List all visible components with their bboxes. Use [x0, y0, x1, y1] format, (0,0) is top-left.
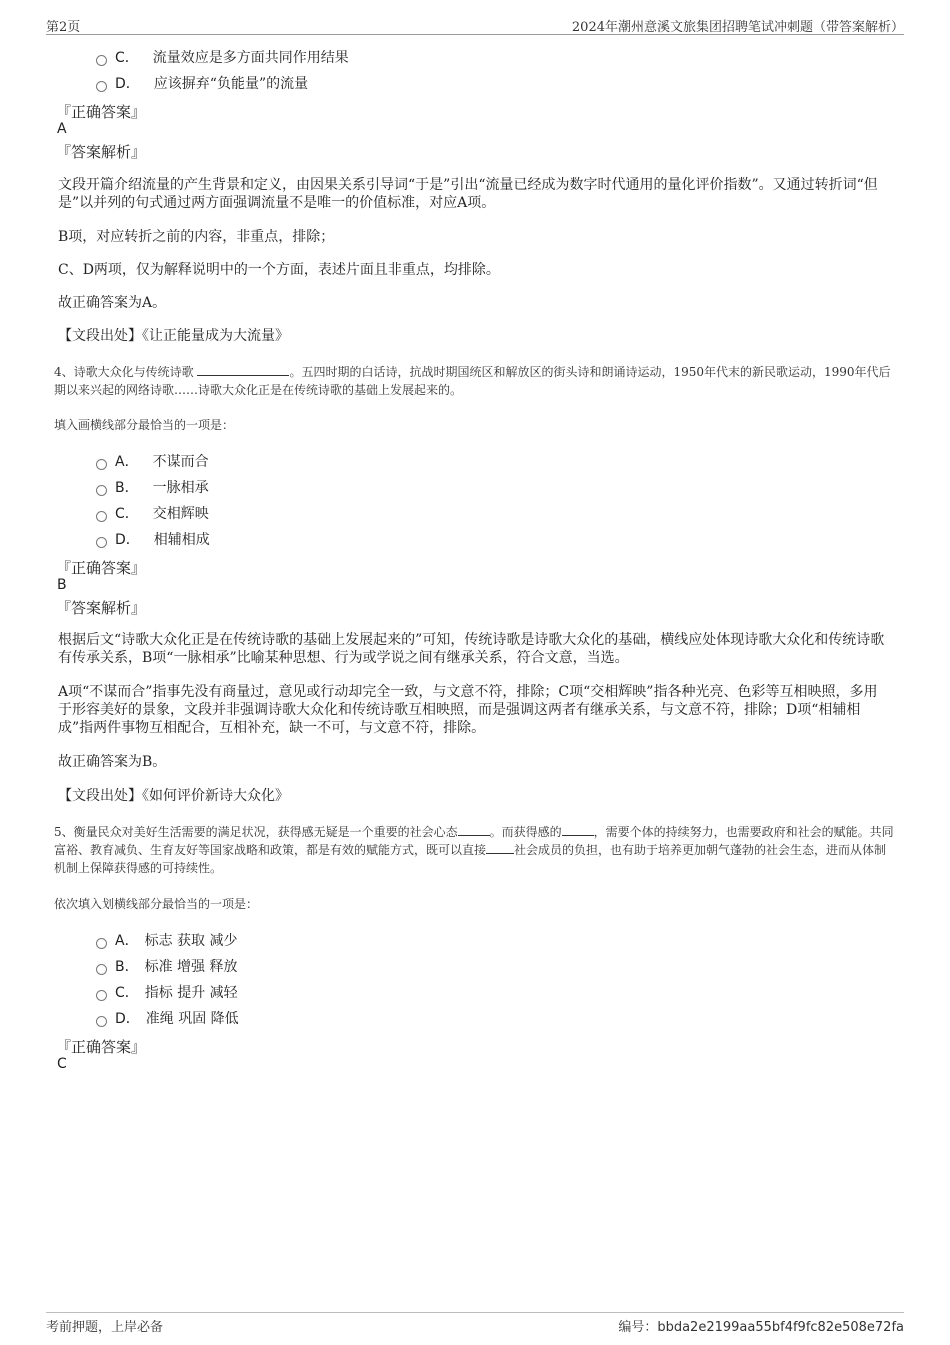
option-b[interactable]: B． 一脉相承 [96, 477, 209, 497]
option-b[interactable]: B． 标准 增强 释放 [96, 956, 238, 976]
analysis-paragraph: B项，对应转折之前的内容，非重点，排除； [58, 229, 335, 245]
fill-blank [562, 823, 594, 836]
radio-icon[interactable] [96, 459, 107, 470]
radio-icon[interactable] [96, 1016, 107, 1027]
option-d[interactable]: D． 准绳 巩固 降低 [96, 1008, 239, 1028]
analysis-paragraph: 文段开篇介绍流量的产生背景和定义，由因果关系引导词“于是”引出“流量已经成为数字时代通用的量化评价指数”。又通过转折词“但是”以并列的句式通过两方面强调流量不是唯一的价值标准，对应A项。 [58, 177, 878, 211]
radio-icon[interactable] [96, 990, 107, 1001]
answer-value: A [57, 121, 67, 137]
fill-blank [197, 363, 289, 376]
option-c[interactable]: C． 指标 提升 减轻 [96, 982, 238, 1002]
option-a[interactable]: A． 标志 获取 减少 [96, 930, 237, 950]
answer-value: B [57, 577, 67, 593]
page-number: 第2页 [46, 20, 81, 35]
answer-label: 『正确答案』 [56, 103, 147, 121]
radio-icon[interactable] [96, 964, 107, 975]
radio-icon[interactable] [96, 537, 107, 548]
option-d[interactable]: D． 相辅相成 [96, 529, 210, 549]
analysis-label: 『答案解析』 [56, 143, 147, 161]
document-title: 2024年潮州意溪文旅集团招聘笔试冲刺题（带答案解析） [571, 20, 904, 35]
analysis-paragraph: A项“不谋而合”指事先没有商量过，意见或行动却完全一致，与文意不符，排除；C项“交相辉映”指各种光亮、色彩等互相映照，多用于形容美好的景象，文段并非强调诗歌大众化和传统诗歌互相映照，而是强调这两者有继承关系，与文意不符，排除；D项“相辅相成”指两件事物互相配合，互相补充，缺一不可，与文意不符，排除。 [58, 684, 878, 736]
document-id: 编号：bbda2e2199aa55bf4f9fc82e508e72fa [618, 1320, 904, 1335]
radio-icon[interactable] [96, 81, 107, 92]
option-d[interactable]: D． 应该摒弃“负能量”的流量 [96, 73, 308, 93]
source-citation: 【文段出处】《让正能量成为大流量》 [58, 328, 289, 344]
analysis-label: 『答案解析』 [56, 599, 147, 617]
question-4-prompt: 填入画横线部分最恰当的一项是： [54, 418, 235, 432]
option-a[interactable]: A． 不谋而合 [96, 451, 209, 471]
radio-icon[interactable] [96, 55, 107, 66]
analysis-paragraph: C、D两项，仅为解释说明中的一个方面，表述片面且非重点，均排除。 [58, 262, 500, 278]
answer-label: 『正确答案』 [56, 559, 147, 577]
question-5-stem: 5、衡量民众对美好生活需要的满足状况，获得感无疑是一个重要的社会心态 。而获得感的 ，需要个体的持续努力，也需要政府和社会的赋能。共同富裕、教育减负、生育友好等国家战略和政策，都是有效的赋能方式，既可以直接 社会成员的负担，也有助于培养更加朝气蓬勃的社会生态，进而从体制机制上保障获得感的可持续性。 [54, 825, 894, 875]
page-footer [46, 1312, 904, 1335]
radio-icon[interactable] [96, 485, 107, 496]
answer-value: C [57, 1056, 67, 1072]
source-citation: 【文段出处】《如何评价新诗大众化》 [58, 788, 289, 804]
analysis-paragraph: 根据后文“诗歌大众化正是在传统诗歌的基础上发展起来的”可知，传统诗歌是诗歌大众化的基础，横线应处体现诗歌大众化和传统诗歌有传承关系，B项“一脉相承”比喻某种思想、行为或学说之间有继承关系，符合文意，当选。 [58, 632, 885, 666]
radio-icon[interactable] [96, 511, 107, 522]
option-c[interactable]: C． 交相辉映 [96, 503, 209, 523]
analysis-paragraph: 故正确答案为B。 [58, 754, 167, 770]
analysis-paragraph: 故正确答案为A。 [58, 295, 167, 311]
fill-blank [486, 841, 514, 854]
option-c[interactable]: C． 流量效应是多方面共同作用结果 [96, 47, 349, 67]
page-header [46, 14, 904, 35]
question-5-prompt: 依次填入划横线部分最恰当的一项是： [54, 897, 259, 911]
question-4-stem: 4、诗歌大众化与传统诗歌 。五四时期的白话诗，抗战时期国统区和解放区的街头诗和朗诵诗运动，1950年代末的新民歌运动，1990年代后期以来兴起的网络诗歌……诗歌大众化正是在传统诗歌的基础上发展起来的。 [54, 365, 891, 397]
radio-icon[interactable] [96, 938, 107, 949]
footer-slogan: 考前押题，上岸必备 [46, 1320, 164, 1335]
fill-blank [458, 823, 490, 836]
answer-label: 『正确答案』 [56, 1038, 147, 1056]
